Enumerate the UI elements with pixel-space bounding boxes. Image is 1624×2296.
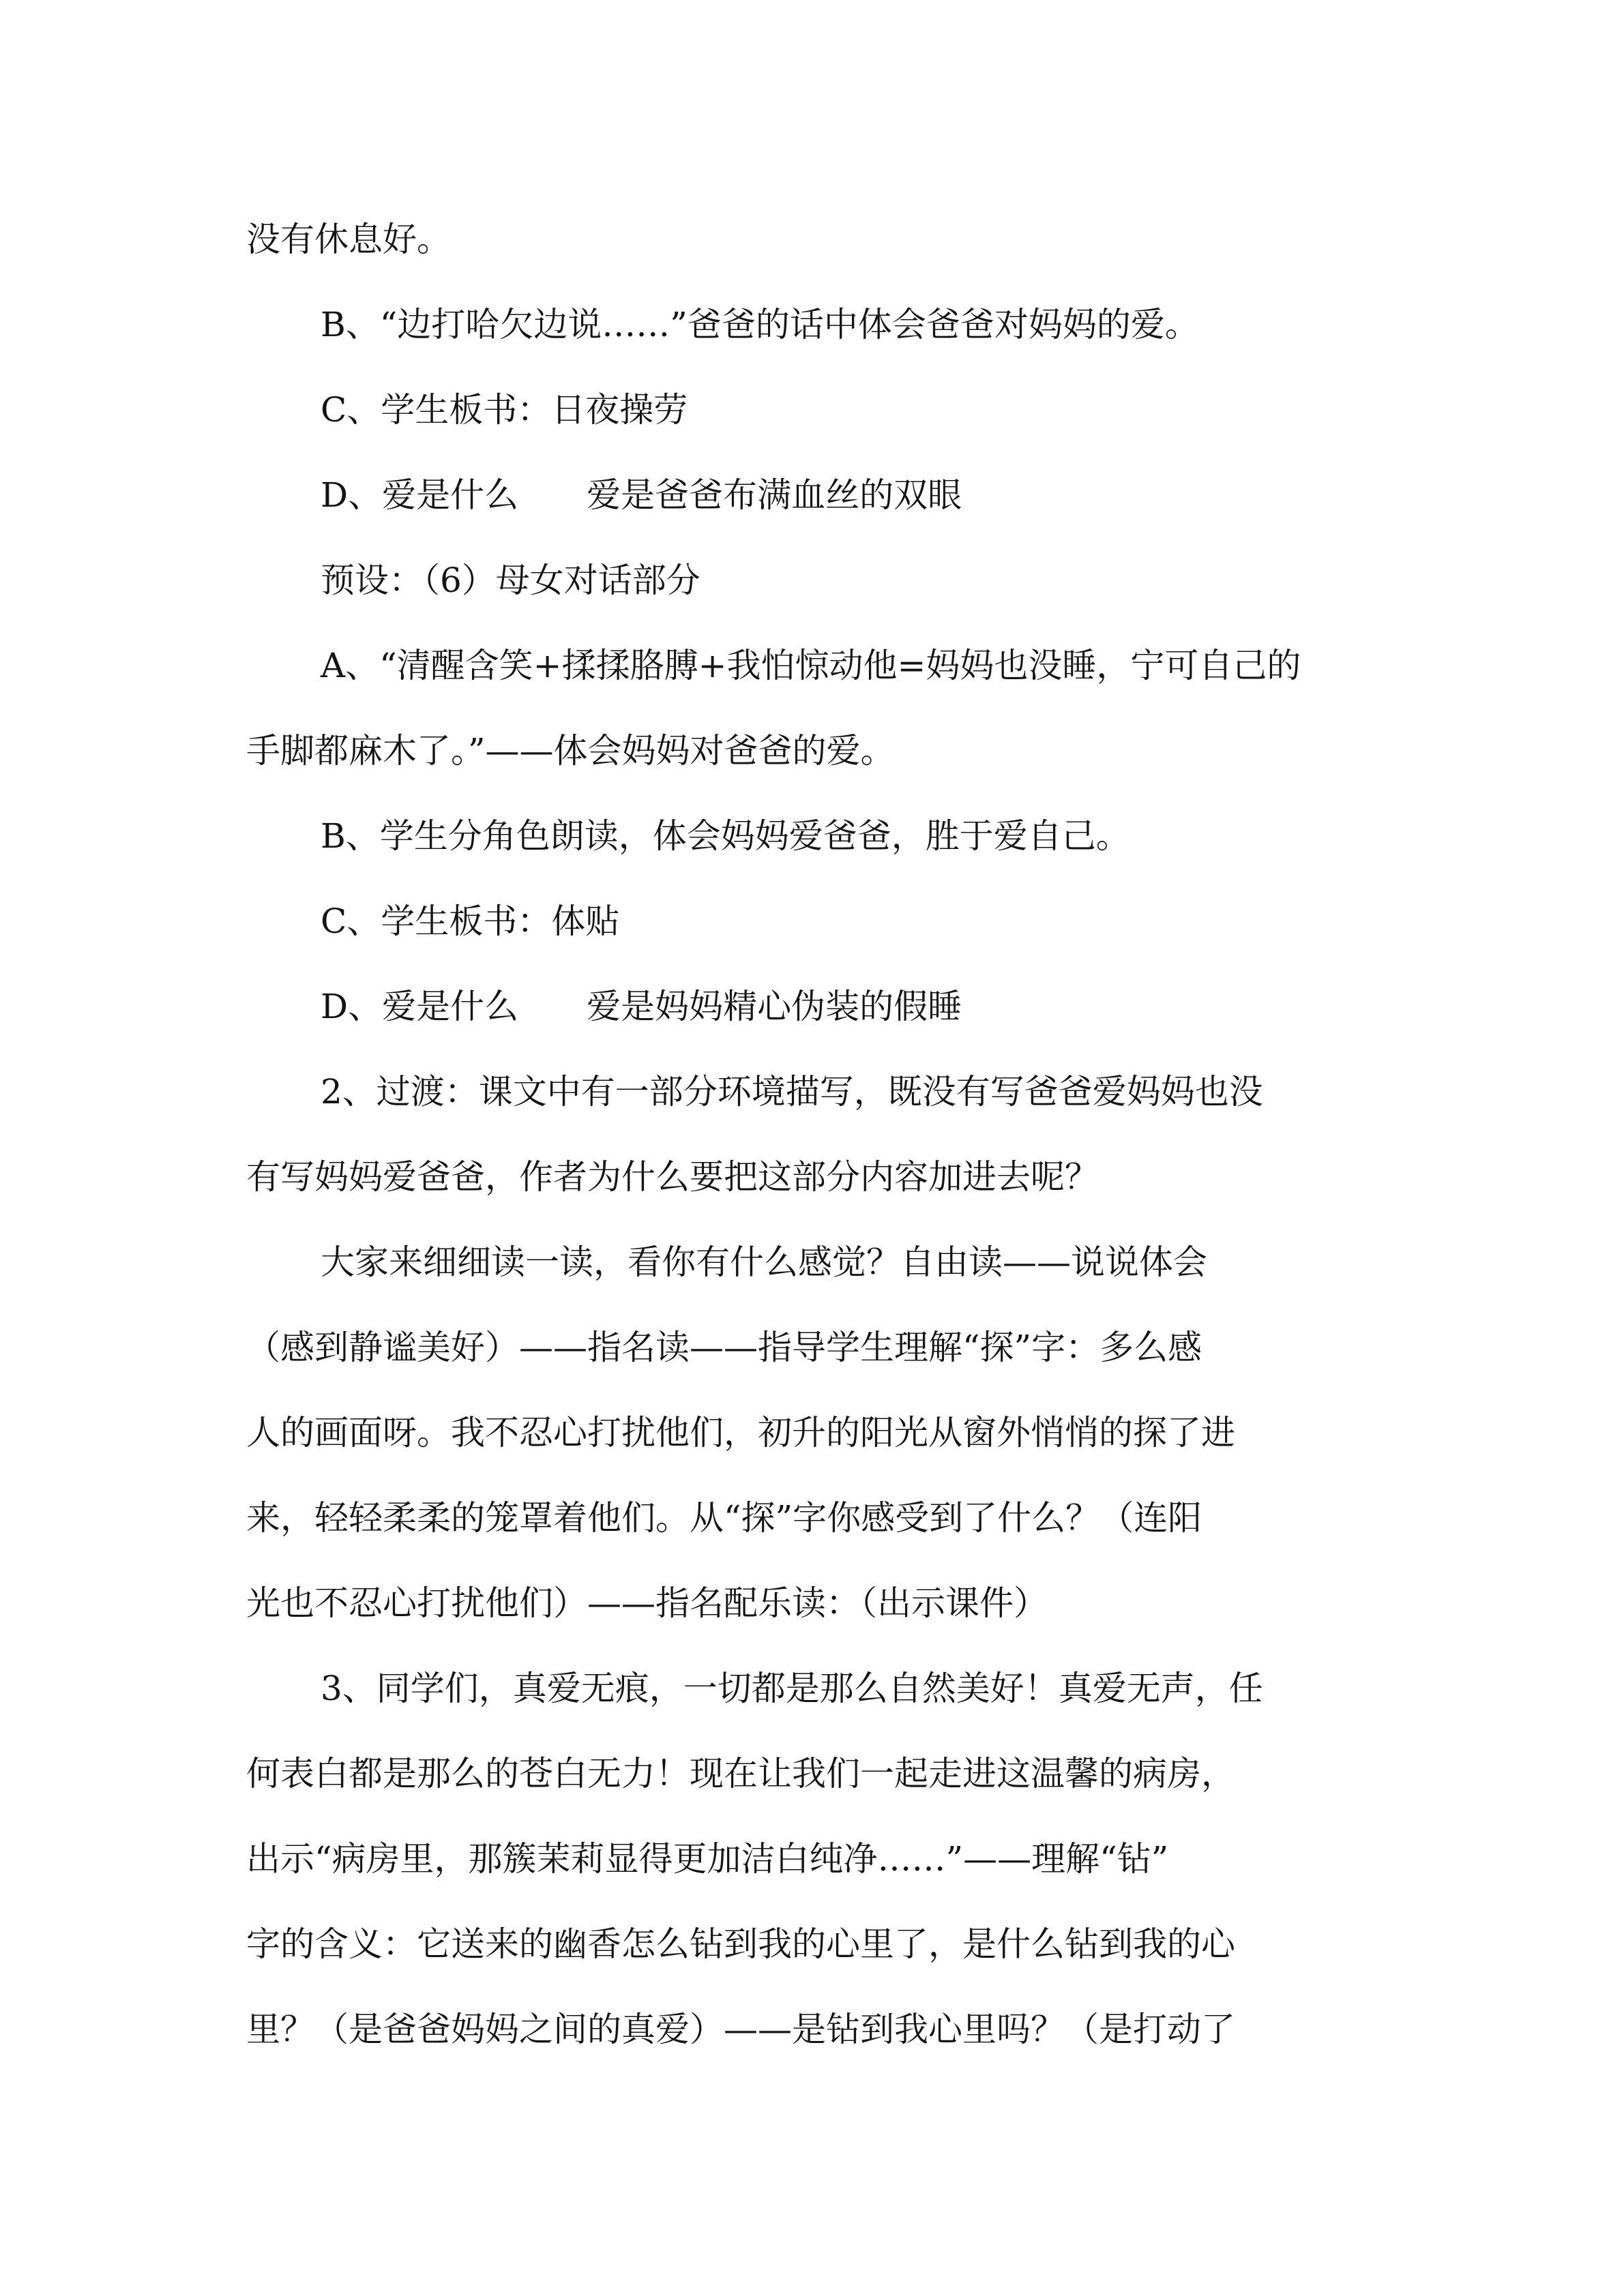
text-line: 何表白都是那么的苍白无力！现在让我们一起走进这温馨的病房， [246,1754,1235,1793]
text-line: 3、同学们，真爱无痕，一切都是那么自然美好！真爱无声，任 [321,1669,1263,1708]
text-line: C、学生板书：日夜操劳 [321,390,688,430]
text-line: C、学生板书：体贴 [321,901,620,941]
text-line: D、爱是什么 爱是妈妈精心伪装的假睡 [321,987,962,1026]
text-line: 手脚都麻木了。”——体会妈妈对爸爸的爱。 [246,731,895,771]
text-line: 大家来细细读一读，看你有什么感觉？自由读——说说体会 [321,1242,1207,1282]
text-line: A、“清醒含笑+揉揉胳膊+我怕惊动他=妈妈也没睡，宁可自己的 [321,646,1301,685]
text-line: 预设：（6）母女对话部分 [321,561,700,600]
text-line: 光也不忍心打扰他们）——指名配乐读：（出示课件） [246,1583,1048,1623]
text-line: （感到静谧美好）——指名读——指导学生理解“探”字：多么感 [246,1328,1202,1367]
text-line: B、学生分角色朗读，体会妈妈爱爸爸，胜于爱自己。 [321,816,1130,856]
text-line: 有写妈妈爱爸爸，作者为什么要把这部分内容加进去呢？ [246,1157,1099,1197]
text-line: 2、过渡：课文中有一部分环境描写，既没有写爸爸爱妈妈也没 [321,1072,1263,1112]
text-line: D、爱是什么 爱是爸爸布满血丝的双眼 [321,475,962,515]
text-line: 来，轻轻柔柔的笼罩着他们。从“探”字你感受到了什么？（连阳 [246,1498,1202,1538]
text-line: 出示“病房里，那簇茉莉显得更加洁白纯净……”——理解“钻” [246,1839,1169,1879]
text-line: 没有休息好。 [246,220,451,259]
text-line: B、“边打哈欠边说……”爸爸的话中体会爸爸对妈妈的爱。 [321,305,1199,344]
text-line: 人的画面呀。我不忍心打扰他们，初升的阳光从窗外悄悄的探了进 [246,1413,1235,1452]
text-line: 字的含义：它送来的幽香怎么钻到我的心里了，是什么钻到我的心 [246,1924,1235,1964]
text-line: 里？（是爸爸妈妈之间的真爱）——是钻到我心里吗？（是打动了 [246,2010,1235,2049]
